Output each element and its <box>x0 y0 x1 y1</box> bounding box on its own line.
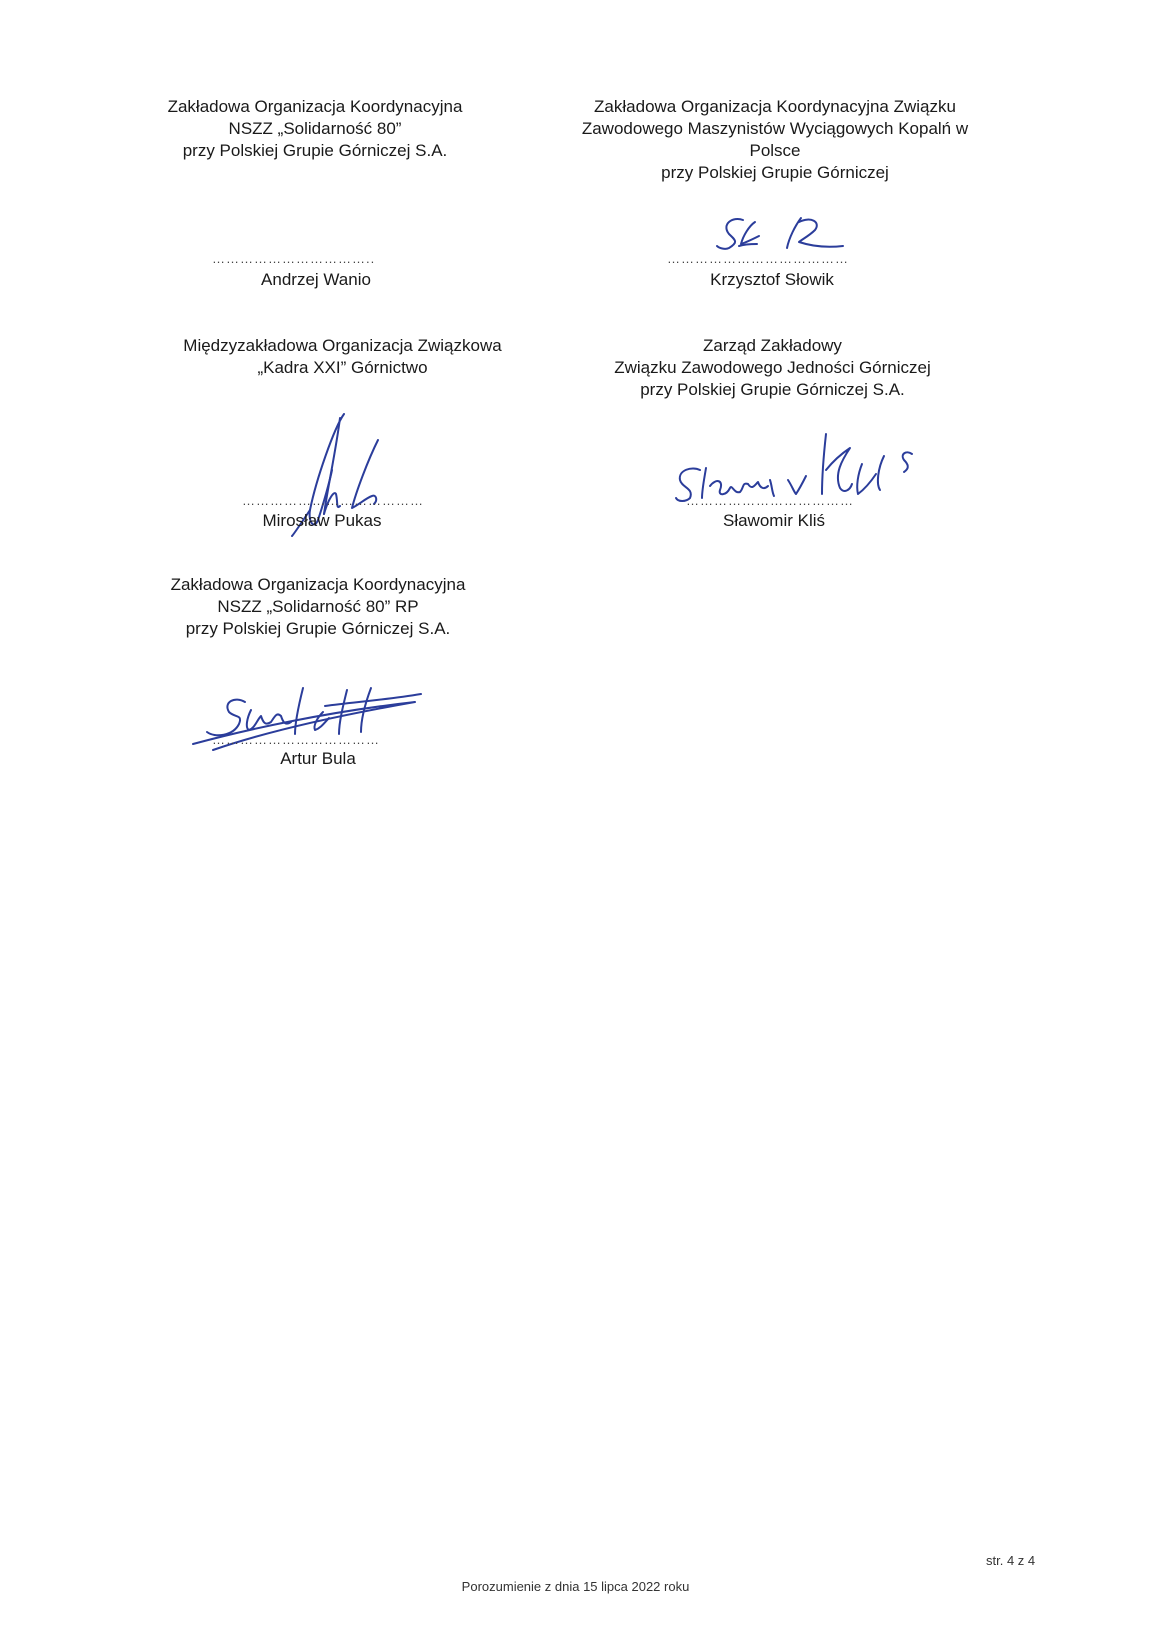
org-name-line: Zarząd Zakładowy <box>703 336 842 355</box>
page-number: str. 4 z 4 <box>986 1553 1036 1568</box>
signer-name: Sławomir Kliś <box>722 511 826 530</box>
org-name-line: Zakładowa Organizacja Koordynacyjna Związku <box>594 97 956 116</box>
signer-name: Andrzej Wanio <box>261 270 371 289</box>
org-block-middle-left <box>150 335 535 379</box>
org-block-middle-right <box>570 335 975 401</box>
org-name-line: Zakładowa Organizacja Koordynacyjna <box>170 575 466 594</box>
org-block-top-right <box>560 96 990 184</box>
org-name-line: Zawodowego Maszynistów Wyciągowych Kopalń w <box>581 119 969 138</box>
signature-line: ………………………………… <box>242 493 424 508</box>
org-block-bottom-left <box>133 574 503 640</box>
org-name-line: Polsce <box>749 141 801 160</box>
signature-line: ……………………………… <box>212 732 380 747</box>
org-name-line: przy Polskiej Grupie Górniczej S.A. <box>640 380 905 399</box>
org-name-line: „Kadra XXI” Górnictwo <box>257 358 428 377</box>
org-name-line: NSZZ „Solidarność 80” RP <box>217 597 419 616</box>
org-name-line: Zakładowa Organizacja Koordynacyjna <box>167 97 463 116</box>
org-name-line: przy Polskiej Grupie Górniczej <box>661 163 889 182</box>
signer-name: Artur Bula <box>280 749 356 768</box>
signer-name: Krzysztof Słowik <box>710 270 834 289</box>
org-name-line: przy Polskiej Grupie Górniczej S.A. <box>185 619 451 638</box>
signature-line: ………………………………… <box>667 251 849 266</box>
org-name-line: przy Polskiej Grupie Górniczej S.A. <box>182 141 448 160</box>
org-name-line: Międzyzakładowa Organizacja Związkowa <box>183 336 502 355</box>
signer-name: Mirosław Pukas <box>262 511 382 530</box>
org-block-top-left <box>130 96 500 162</box>
signature-line: ……………………………… <box>686 493 854 508</box>
signature-line: …………………………….. <box>212 251 376 266</box>
org-name-line: NSZZ „Solidarność 80” <box>228 119 402 138</box>
org-name-line: Związku Zawodowego Jedności Górniczej <box>614 358 931 377</box>
page-footer: Porozumienie z dnia 15 lipca 2022 roku <box>461 1579 690 1594</box>
